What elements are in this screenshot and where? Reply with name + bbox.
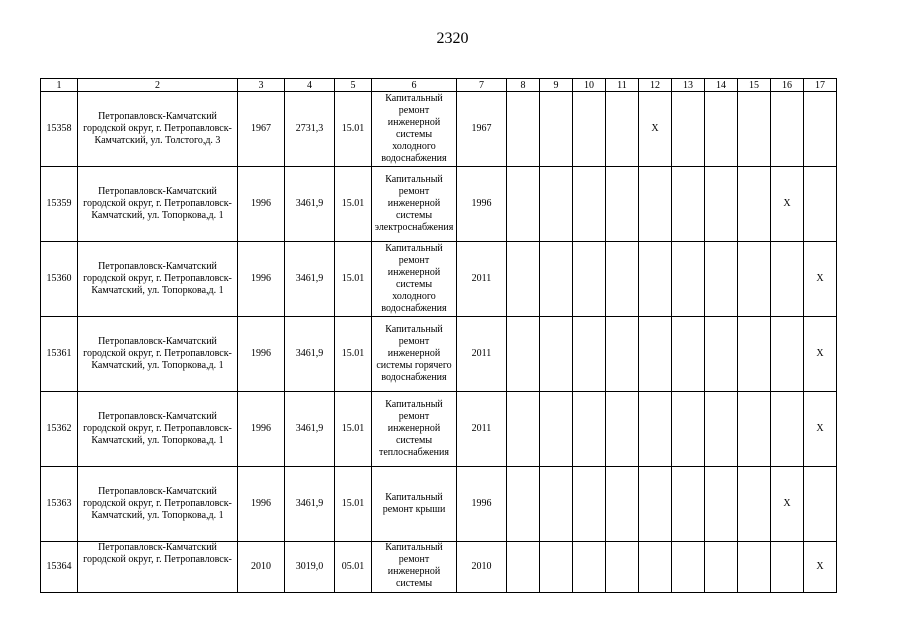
- row-mark: X: [804, 392, 837, 467]
- row-year-work: 2011: [457, 392, 507, 467]
- table-row: [41, 167, 837, 242]
- empty-cell: [606, 467, 639, 542]
- row-code: 15.01: [335, 392, 372, 467]
- column-header: 16: [771, 79, 804, 92]
- empty-cell: [540, 392, 573, 467]
- empty-cell: [639, 167, 672, 242]
- row-year-work: 1967: [457, 92, 507, 167]
- row-code: 05.01: [335, 542, 372, 593]
- row-id: 15359: [41, 167, 78, 242]
- empty-cell: [573, 317, 606, 392]
- row-mark: X: [771, 167, 804, 242]
- empty-cell: [507, 317, 540, 392]
- empty-cell: [540, 167, 573, 242]
- row-code: 15.01: [335, 317, 372, 392]
- empty-cell: [738, 317, 771, 392]
- empty-cell: [639, 542, 672, 593]
- empty-cell: [507, 242, 540, 317]
- column-header: 14: [705, 79, 738, 92]
- column-header: 10: [573, 79, 606, 92]
- empty-cell: [672, 242, 705, 317]
- empty-cell: [540, 317, 573, 392]
- table-body: [41, 79, 837, 593]
- empty-cell: [540, 242, 573, 317]
- row-year-built: 2010: [238, 542, 285, 593]
- empty-cell: [639, 392, 672, 467]
- row-address: Петропавловск-Камчатский городской округ, г. Петропавловск-: [78, 542, 238, 593]
- row-id: 15362: [41, 392, 78, 467]
- empty-cell: [573, 467, 606, 542]
- column-header: 1: [41, 79, 78, 92]
- empty-cell: [573, 92, 606, 167]
- row-work-type: Капитальный ремонт инженерной системы теплоснабжения: [372, 392, 457, 467]
- row-area: 3461,9: [285, 167, 335, 242]
- row-mark: X: [804, 542, 837, 593]
- row-work-type: Капитальный ремонт крыши: [372, 467, 457, 542]
- empty-cell: [507, 542, 540, 593]
- empty-cell: [771, 542, 804, 593]
- table-row: [41, 92, 837, 167]
- table-row: [41, 392, 837, 467]
- empty-cell: [639, 242, 672, 317]
- empty-cell: [573, 242, 606, 317]
- row-id: 15363: [41, 467, 78, 542]
- row-mark: X: [804, 242, 837, 317]
- column-header: 8: [507, 79, 540, 92]
- row-code: 15.01: [335, 92, 372, 167]
- empty-cell: [705, 92, 738, 167]
- empty-cell: [738, 167, 771, 242]
- row-address: Петропавловск-Камчатский городской округ, г. Петропавловск-Камчатский, ул. Топоркова,д. 1: [78, 317, 238, 392]
- row-address: Петропавловск-Камчатский городской округ, г. Петропавловск-Камчатский, ул. Топоркова,д. 1: [78, 392, 238, 467]
- empty-cell: [606, 92, 639, 167]
- row-year-built: 1967: [238, 92, 285, 167]
- row-mark: X: [804, 317, 837, 392]
- empty-cell: [606, 167, 639, 242]
- column-header: 13: [672, 79, 705, 92]
- page-number: 2320: [436, 30, 469, 47]
- empty-cell: [672, 467, 705, 542]
- table-row: [41, 242, 837, 317]
- empty-cell: [771, 392, 804, 467]
- column-header: 4: [285, 79, 335, 92]
- empty-cell: [738, 92, 771, 167]
- column-header: 6: [372, 79, 457, 92]
- table-row: [41, 317, 837, 392]
- row-year-built: 1996: [238, 167, 285, 242]
- empty-cell: [639, 467, 672, 542]
- empty-cell: [672, 317, 705, 392]
- empty-cell: [672, 92, 705, 167]
- table-row: [41, 467, 837, 542]
- empty-cell: [606, 317, 639, 392]
- row-year-built: 1996: [238, 467, 285, 542]
- registry-table: [40, 78, 837, 593]
- empty-cell: [738, 242, 771, 317]
- row-id: 15364: [41, 542, 78, 593]
- column-header: 11: [606, 79, 639, 92]
- column-header: 15: [738, 79, 771, 92]
- column-header: 3: [238, 79, 285, 92]
- empty-cell: [573, 392, 606, 467]
- empty-cell: [573, 167, 606, 242]
- column-header: 17: [804, 79, 837, 92]
- empty-cell: [540, 542, 573, 593]
- empty-cell: [771, 92, 804, 167]
- empty-cell: [507, 92, 540, 167]
- empty-cell: [738, 392, 771, 467]
- empty-cell: [705, 242, 738, 317]
- empty-cell: [507, 392, 540, 467]
- row-code: 15.01: [335, 467, 372, 542]
- row-area: 3461,9: [285, 467, 335, 542]
- empty-cell: [804, 167, 837, 242]
- empty-cell: [738, 467, 771, 542]
- row-code: 15.01: [335, 167, 372, 242]
- row-mark: X: [771, 467, 804, 542]
- empty-cell: [804, 467, 837, 542]
- row-work-type: Капитальный ремонт инженерной системы электроснабжения: [372, 167, 457, 242]
- empty-cell: [705, 317, 738, 392]
- row-year-built: 1996: [238, 392, 285, 467]
- row-area: 2731,3: [285, 92, 335, 167]
- empty-cell: [738, 542, 771, 593]
- empty-cell: [672, 542, 705, 593]
- row-area: 3461,9: [285, 317, 335, 392]
- row-mark: X: [639, 92, 672, 167]
- row-work-type: Капитальный ремонт инженерной системы: [372, 542, 457, 593]
- column-header: 12: [639, 79, 672, 92]
- row-id: 15361: [41, 317, 78, 392]
- row-address: Петропавловск-Камчатский городской округ, г. Петропавловск-Камчатский, ул. Топоркова,д. 1: [78, 467, 238, 542]
- column-header: 2: [78, 79, 238, 92]
- row-id: 15360: [41, 242, 78, 317]
- empty-cell: [606, 392, 639, 467]
- row-year-work: 2011: [457, 317, 507, 392]
- row-code: 15.01: [335, 242, 372, 317]
- empty-cell: [804, 92, 837, 167]
- empty-cell: [606, 242, 639, 317]
- row-area: 3019,0: [285, 542, 335, 593]
- empty-cell: [639, 317, 672, 392]
- empty-cell: [573, 542, 606, 593]
- row-work-type: Капитальный ремонт инженерной системы горячего водоснабжения: [372, 317, 457, 392]
- row-year-work: 2010: [457, 542, 507, 593]
- row-id: 15358: [41, 92, 78, 167]
- row-address: Петропавловск-Камчатский городской округ, г. Петропавловск-Камчатский, ул. Топоркова,д. 1: [78, 242, 238, 317]
- column-header: 5: [335, 79, 372, 92]
- empty-cell: [540, 92, 573, 167]
- row-year-work: 1996: [457, 467, 507, 542]
- empty-cell: [507, 467, 540, 542]
- empty-cell: [540, 467, 573, 542]
- empty-cell: [705, 542, 738, 593]
- row-year-built: 1996: [238, 242, 285, 317]
- empty-cell: [606, 542, 639, 593]
- column-header: 7: [457, 79, 507, 92]
- row-year-built: 1996: [238, 317, 285, 392]
- row-address: Петропавловск-Камчатский городской округ, г. Петропавловск-Камчатский, ул. Толстого,д. 3: [78, 92, 238, 167]
- header-row: [41, 79, 837, 92]
- empty-cell: [672, 392, 705, 467]
- row-work-type: Капитальный ремонт инженерной системы холодного водоснабжения: [372, 242, 457, 317]
- row-work-type: Капитальный ремонт инженерной системы холодного водоснабжения: [372, 92, 457, 167]
- empty-cell: [705, 392, 738, 467]
- empty-cell: [672, 167, 705, 242]
- empty-cell: [771, 317, 804, 392]
- row-address: Петропавловск-Камчатский городской округ, г. Петропавловск-Камчатский, ул. Топоркова,д. 1: [78, 167, 238, 242]
- column-header: 9: [540, 79, 573, 92]
- table-row: [41, 542, 837, 593]
- empty-cell: [771, 242, 804, 317]
- row-year-work: 1996: [457, 167, 507, 242]
- row-area: 3461,9: [285, 392, 335, 467]
- empty-cell: [705, 467, 738, 542]
- row-year-work: 2011: [457, 242, 507, 317]
- row-area: 3461,9: [285, 242, 335, 317]
- empty-cell: [507, 167, 540, 242]
- empty-cell: [705, 167, 738, 242]
